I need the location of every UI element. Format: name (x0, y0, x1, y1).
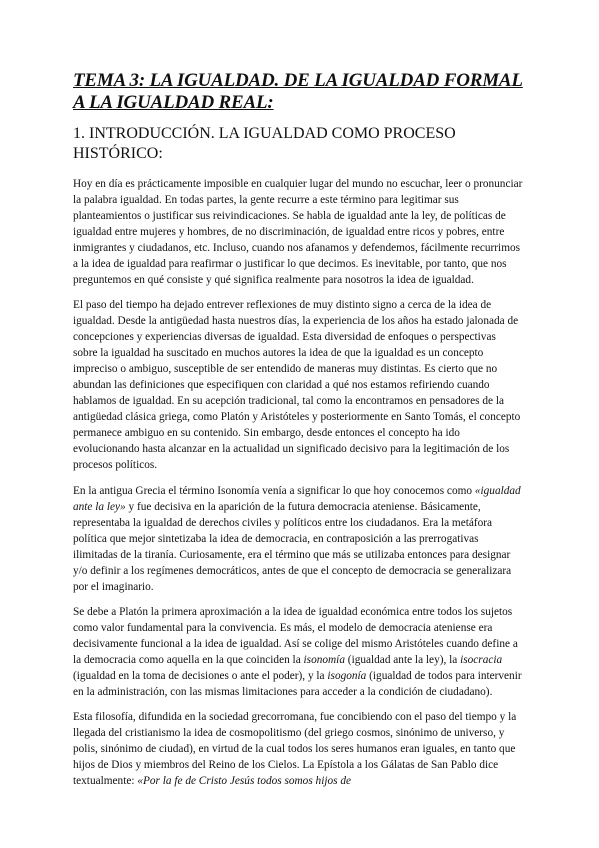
text-run: (igualdad ante la ley), la (344, 654, 461, 666)
paragraph (73, 176, 523, 288)
italic-text: «Por la fe de Cristo Jesús todos somos hijos de (137, 775, 352, 787)
italic-text: isocracia (460, 654, 503, 666)
italic-text: isogonía (327, 670, 367, 682)
paragraph (73, 604, 523, 700)
italic-text: «igualdad ante la ley» (73, 485, 521, 513)
text-run: Hoy en día es prácticamente imposible en cualquier lugar del mundo no escuchar, leer o pronunciar la palabra igualdad. En todas partes, la gente recurre a este término para legitimar sus planteamientos o justificar sus reivindicaciones. Se habla de igualdad ante la ley, de políticas de igualdad entre mujeres y hombres, de no discriminación, de igualdad entre ricos y pobres, entre inmigrantes y ciudadanos, etc. Incluso, cuando nos afanamos y defendemos, fácilmente recurrimos a la idea de igualdad para reafirmar o justificar lo que decimos. Es inevitable, por tanto, que nos preguntemos en qué consiste y qué significa realmente para nosotros la idea de igualdad. (73, 178, 523, 286)
body-text (73, 176, 523, 789)
text-run: En la antigua Grecia el término Isonomía venía a significar lo que hoy conocemos como (73, 485, 475, 497)
document-title (73, 70, 523, 114)
document-title-line-2: A LA IGUALDAD REAL: (73, 92, 274, 113)
text-run: (igualdad en la toma de decisiones o ante el poder), y la (73, 670, 328, 682)
text-run: El paso del tiempo ha dejado entrever reflexiones de muy distinto signo a cerca de la idea de igualdad. Desde la antigüedad hasta nuestros días, la experiencia de los años ha estado jalonada de concepciones y experiencias diversas de igualdad. Esta diversidad de enfoques o perspectivas sobre la igualdad ha suscitado en muchos autores la idea de que la igualdad es un concepto impreciso o ambiguo, susceptible de ser entendido de maneras muy distintas. Es cierto que no abundan las definiciones que especifiquen con claridad a qué nos estamos refiriendo cuando hablamos de igualdad. En su acepción tradicional, tal como la encontramos en pensadores de la antigüedad clásica griega, como Platón y Aristóteles y posteriormente en Santo Tomás, el concepto permanece ambiguo en su contenido. Sin embargo, desde entonces el concepto ha ido evolucionando hasta alcanzar en la actualidad un significado decisivo para la legitimación de los procesos políticos. (73, 299, 521, 471)
paragraph (73, 709, 523, 789)
italic-text: isonomía (303, 654, 345, 666)
text-run: Esta filosofía, difundida en la sociedad grecorromana, fue concibiendo con el paso del tiempo y la llegada del cristianismo la idea de cosmopolitismo (del griego cosmos, sinónimo de universo, y polis, sinónimo de ciudad), en virtud de la cual todos los seres humanos eran iguales, en tanto que hijos de Dios y miembros del Reino de los Cielos. La Epístola a los Gálatas de San Pablo dice textualmente: (73, 711, 517, 787)
text-run: Se debe a Platón la primera aproximación a la idea de igualdad económica entre todos los sujetos como valor fundamental para la convivencia. Es más, el modelo de democracia ateniense era decisivamente funcional a la idea de igualdad. Así se colige del mismo Aristóteles cuando define a la democracia como aquella en la que coinciden la (73, 606, 518, 666)
text-run: (igualdad de todos para intervenir en la administración, con las mismas limitaciones para acceder a la condición de ciudadano). (73, 670, 522, 698)
paragraph (73, 483, 523, 595)
document-title-line-1: TEMA 3: LA IGUALDAD. DE LA IGUALDAD FORMAL (73, 70, 523, 91)
text-run: y fue decisiva en la aparición de la futura democracia ateniense. Básicamente, representaba la igualdad de derechos civiles y políticos entre los ciudadanos. Era la metáfora política que mejor sintetizaba la idea de democracia, en contraposición a las prerrogativas ilimitadas de la tiranía. Curiosamente, era el término que más se utilizaba entonces para designar y/o definir a los regímenes democráticos, antes de que el concepto de democracia se generalizara por el imaginario. (73, 501, 512, 593)
section-heading: 1. INTRODUCCIÓN. LA IGUALDAD COMO PROCESO HISTÓRICO: (73, 125, 456, 162)
paragraph (73, 297, 523, 473)
